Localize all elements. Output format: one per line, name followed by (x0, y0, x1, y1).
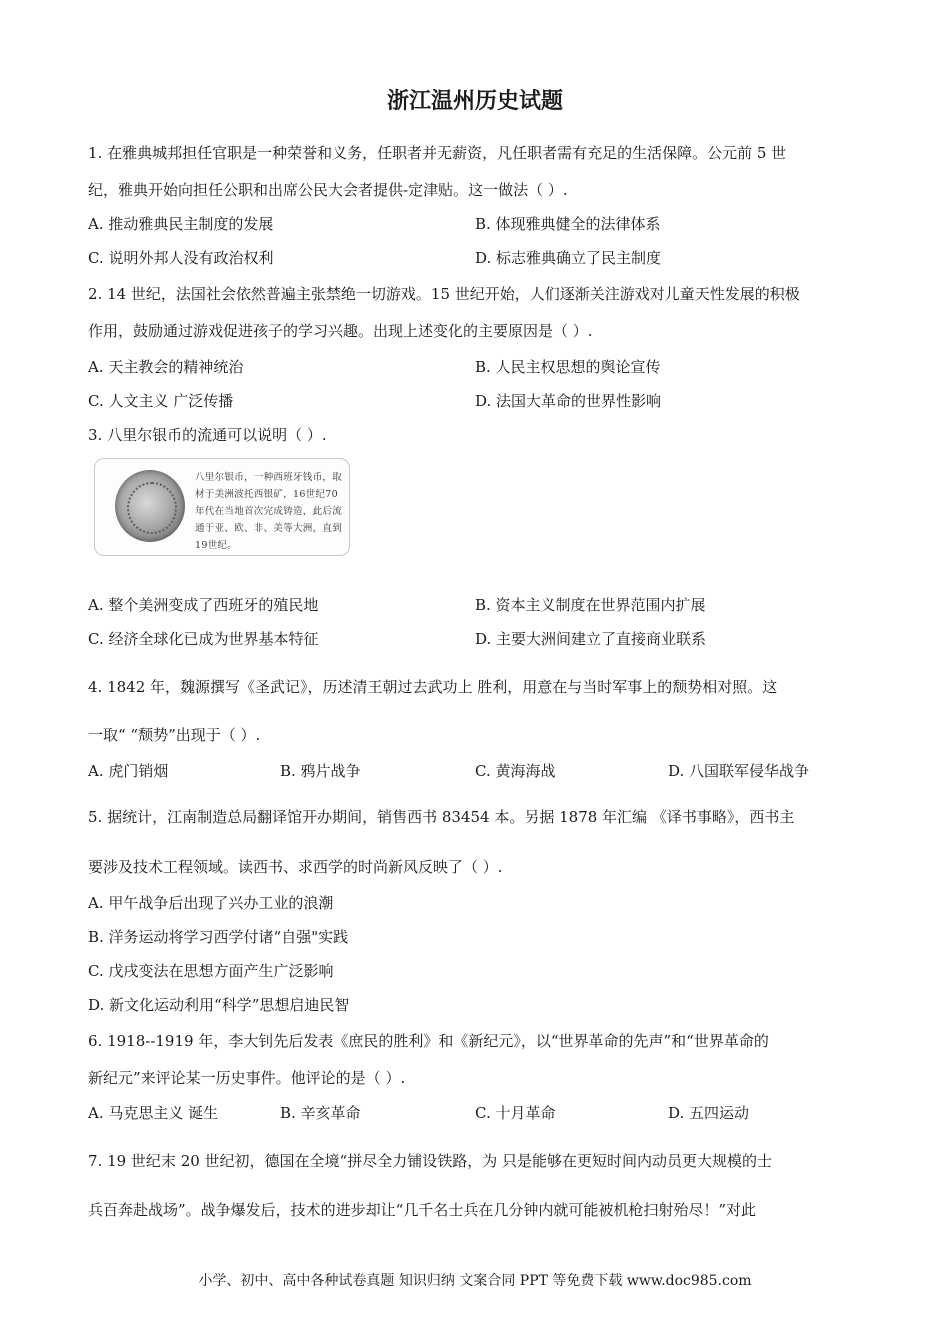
question-7-line-2: 兵百奔赴战场”。战争爆发后，技术的进步却让“几千名士兵在几分钟内就可能被机枪扫射殆尽！”对此 (88, 1201, 757, 1219)
question-3-option-c: C. 经济全球化已成为世界基本特征 (88, 630, 319, 648)
question-3-option-b: B. 资本主义制度在世界范围内扩展 (475, 596, 706, 614)
coin-emblem (127, 482, 177, 534)
page-footer: 小学、初中、高中各种试卷真题 知识归纳 文案合同 PPT 等免费下载 www.doc985.com (198, 1273, 752, 1289)
coin-caption: 八里尔银币，一种西班牙钱币，取材于美洲波托西银矿，16世纪70年代在当地首次完成铸造，此后流通于亚、欧、非、美等大洲，直到19世纪。 (195, 472, 343, 551)
question-5-line-2: 要涉及技术工程领域。读西书、求西学的时尚新风反映了（ ）. (88, 858, 503, 876)
question-2-option-b: B. 人民主权思想的舆论宣传 (475, 358, 661, 376)
question-2-line-1: 2. 14 世纪，法国社会依然普遍主张禁绝一切游戏。15 世纪开始，人们逐渐关注游戏对儿童天性发展的积极 (88, 285, 800, 303)
question-6-option-d: D. 五四运动 (668, 1104, 750, 1122)
question-6-line-1: 6. 1918--1919 年，李大钊先后发表《庶民的胜利》和《新纪元》，以“世界革命的先声”和“世界革命的 (88, 1032, 769, 1050)
question-5-option-d: D. 新文化运动利用“科学”思想启迪民智 (88, 996, 350, 1014)
question-2-option-c: C. 人文主义 广泛传播 (88, 392, 234, 410)
question-3-option-d: D. 主要大洲间建立了直接商业联系 (475, 630, 707, 648)
question-4-line-2: 一取“ “颓势”出现于（ ）. (88, 726, 261, 744)
question-1-option-d: D. 标志雅典确立了民主制度 (475, 249, 662, 267)
question-4-option-c: C. 黄海海战 (475, 762, 556, 780)
question-4-option-b: B. 鸦片战争 (280, 762, 361, 780)
page-title: 浙江温州历史试题 (386, 89, 563, 114)
question-6-line-2: 新纪元”来评论某一历史事件。他评论的是（ ）. (88, 1069, 406, 1087)
question-1-line-2: 纪，雅典开始向担任公职和出席公民大会者提供-定津贴。这一做法（ ）. (88, 181, 568, 199)
question-2-option-a: A. 天主教会的精神统治 (88, 358, 244, 376)
question-3-option-a: A. 整个美洲变成了西班牙的殖民地 (88, 596, 319, 614)
question-1-option-a: A. 推动雅典民主制度的发展 (88, 215, 274, 233)
question-3-line-1: 3. 八里尔银币的流通可以说明（ ）. (88, 426, 327, 444)
question-2-option-d: D. 法国大革命的世界性影响 (475, 392, 662, 410)
question-1-option-c: C. 说明外邦人没有政治权利 (88, 249, 274, 267)
question-5-line-1: 5. 据统计，江南制造总局翻译馆开办期间，销售西书 83454 本。另据 1878 年汇编 《译书事略》，西书主 (88, 808, 795, 826)
question-1-line-1: 1. 在雅典城邦担任官职是一种荣誉和义务，任职者并无薪资，凡任职者需有充足的生活保障。公元前 5 世 (88, 144, 787, 162)
question-6-option-a: A. 马克思主义 诞生 (88, 1104, 219, 1122)
question-6-option-c: C. 十月革命 (475, 1104, 556, 1122)
question-5-option-a: A. 甲午战争后出现了兴办工业的浪潮 (88, 894, 334, 912)
question-4-option-d: D. 八国联军侵华战争 (668, 762, 810, 780)
coin-figure (88, 458, 350, 562)
question-7-line-1: 7. 19 世纪末 20 世纪初，德国在全境“拼尽全力铺设铁路，为 只是能够在更短时间内动员更大规模的士 (88, 1152, 772, 1170)
silver-coin-image (115, 470, 185, 542)
question-2-line-2: 作用，鼓励通过游戏促进孩子的学习兴趣。出现上述变化的主要原因是（ ）. (88, 322, 593, 340)
question-5-option-b: B. 洋务运动将学习西学付诸“自强"实践 (88, 928, 349, 946)
question-5-option-c: C. 戊戌变法在思想方面产生广泛影响 (88, 962, 334, 980)
coin-figure-frame (94, 458, 350, 556)
question-4-line-1: 4. 1842 年，魏源撰写《圣武记》，历述清王朝过去武功上 胜利，用意在与当时军事上的颓势相对照。这 (88, 678, 778, 696)
question-1-option-b: B. 体现雅典健全的法律体系 (475, 215, 661, 233)
question-4-option-a: A. 虎门销烟 (88, 762, 169, 780)
question-6-option-b: B. 辛亥革命 (280, 1104, 361, 1122)
